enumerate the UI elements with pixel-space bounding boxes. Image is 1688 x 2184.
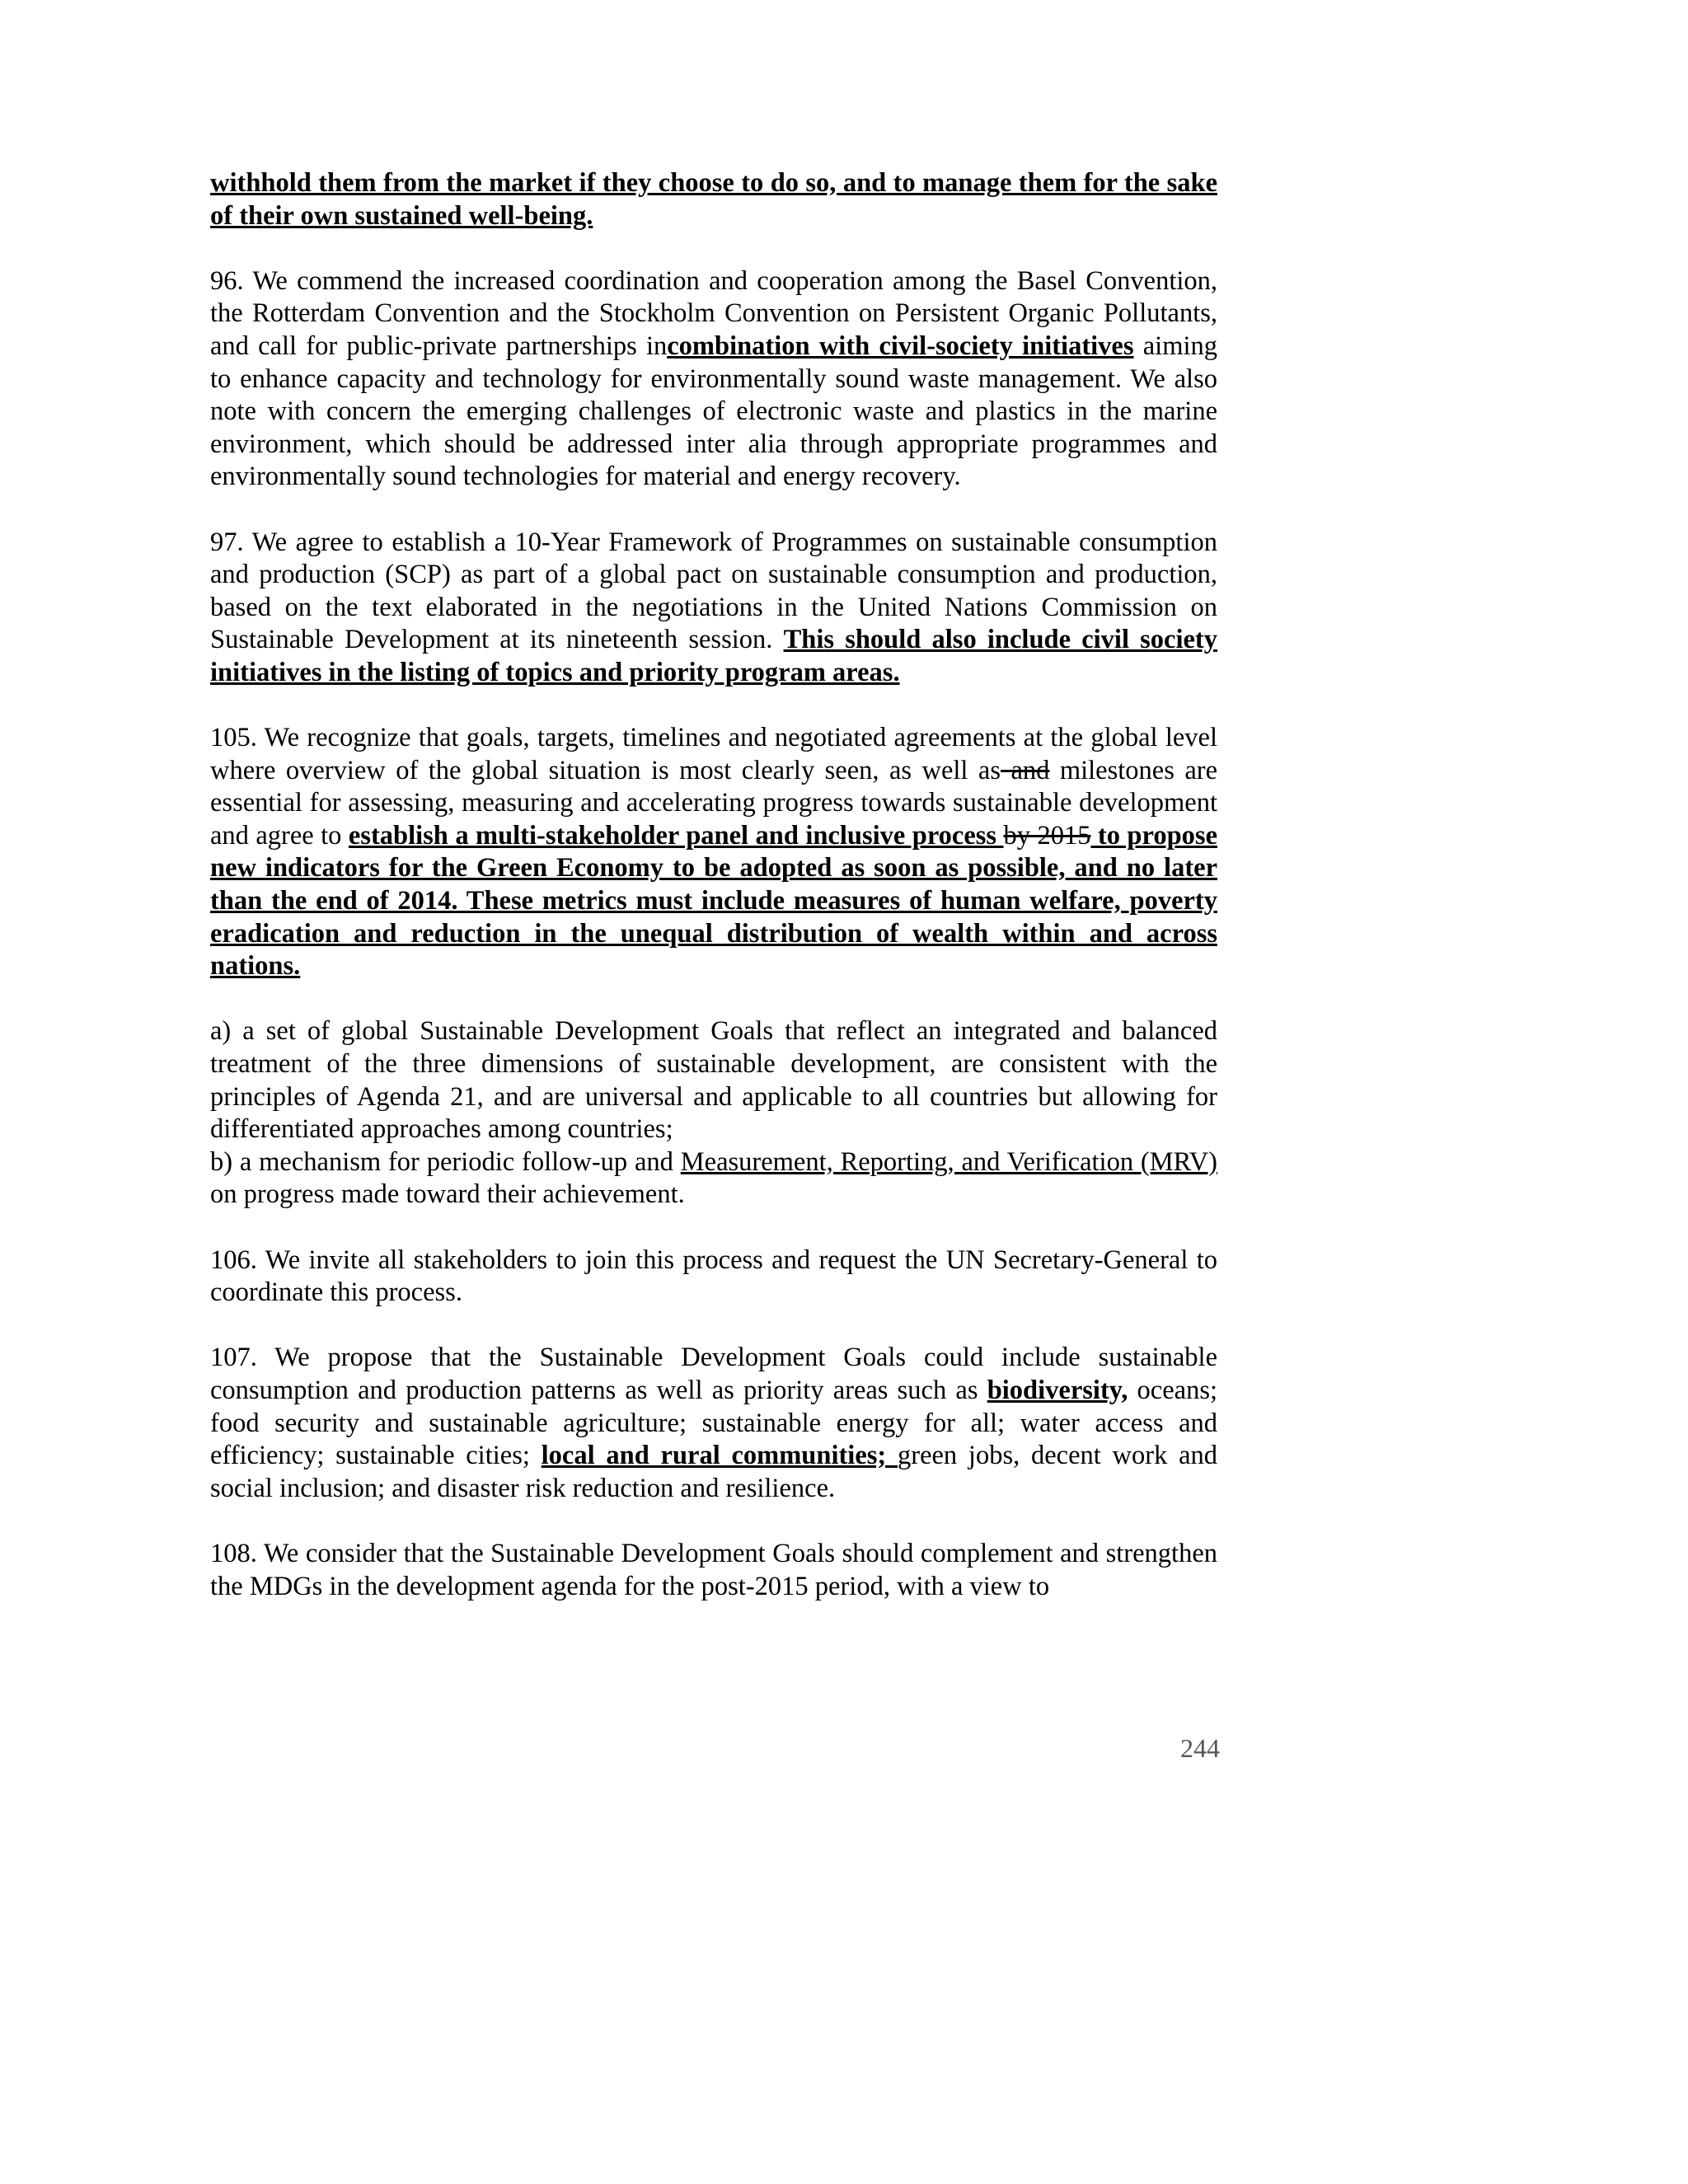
text-segment: b) a mechanism for periodic follow-up and [210, 1146, 681, 1177]
paragraph-105 [210, 722, 1217, 983]
text-segment: and [1001, 755, 1050, 785]
text-segment: to propose new indicators for the Green Economy to be adopted as soon as possible, and no later than the end of 2014. These metrics must include measures of human welfare, poverty eradication and reduction in the unequal distribution of wealth within and across nations. [210, 820, 1217, 982]
text-segment: Measurement, Reporting, and Verification (MRV) [680, 1146, 1217, 1177]
text-segment: 97. We agree to establish a 10-Year Framework of Programmes on sustainable consumption and production (SCP) as part of a global pact on sustainable consumption and production, based on the text elaborated in the negotiations in the United Nations Commission on Sustainable Development at its nineteenth session. [210, 527, 1217, 655]
paragraph-108 [210, 1538, 1217, 1603]
text-segment: 108. We consider that the Sustainable Development Goals should complement and strengthen the MDGs in the development agenda for the post-2015 period, with a view to [210, 1538, 1217, 1601]
text-segment: milestones are essential for assessing, measuring and accelerating progress towards sustainable development and agree to [210, 755, 1217, 851]
text-segment: combination with civil-society initiatives [667, 330, 1134, 361]
document-body [210, 167, 1217, 1636]
text-segment: establish a multi-stakeholder panel and inclusive process [348, 820, 1004, 851]
text-segment: local and rural communities; [541, 1441, 898, 1471]
text-segment: 105. We recognize that goals, targets, timelines and negotiated agreements at the global level where overview of the global situation is most clearly seen, as well as [210, 723, 1217, 785]
paragraph-106 [210, 1244, 1217, 1310]
text-segment: biodiversity, [987, 1375, 1128, 1405]
text-segment: 107. We propose that the Sustainable Development Goals could include sustainable consumption and production patterns as well as priority areas such as [210, 1343, 1217, 1405]
text-segment: by 2015 [1003, 820, 1091, 851]
text-segment: 96. We commend the increased coordination and cooperation among the Basel Convention, the Rotterdam Convention and the Stockholm Convention on Persistent Organic Pollutants, and call for public-private partnerships in [210, 265, 1217, 361]
paragraph-105a [210, 1015, 1217, 1146]
paragraph-96 [210, 265, 1217, 494]
text-segment: on progress made toward their achievement. [210, 1179, 685, 1210]
paragraph-97 [210, 527, 1217, 690]
page-number: 244 [1180, 1733, 1220, 1763]
text-segment: withhold them from the market if they choose to do so, and to manage them for the sake of their own sustained well-being. [210, 168, 1217, 231]
text-segment: aiming to enhance capacity and technology for environmentally sound waste management. We also note with concern the emerging challenges of electronic waste and plastics in the marine environment, which should be addressed inter alia through appropriate programmes and environmentally sound technologies for material and energy recovery. [210, 330, 1217, 492]
text-segment: green jobs, decent work and social inclusion; and disaster risk reduction and resilience. [210, 1441, 1218, 1503]
paragraph-continuation [210, 167, 1217, 232]
paragraph-105b [210, 1146, 1217, 1212]
paragraph-107 [210, 1342, 1217, 1505]
text-segment: This should also include civil society initiatives in the listing of topics and priority program areas. [210, 625, 1218, 687]
text-segment: 106. We invite all stakeholders to join this process and request the UN Secretary-General to coordinate this process. [210, 1244, 1217, 1308]
text-segment: a) a set of global Sustainable Development Goals that reflect an integrated and balanced treatment of the three dimensions of sustainable development, are consistent with the principles of Agenda 21, and are universal and applicable to all countries but allowing for differentiated approaches among countries; [210, 1016, 1217, 1145]
text-segment: oceans; food security and sustainable agriculture; sustainable energy for all; water access and efficiency; sustainable cities; [210, 1375, 1218, 1471]
